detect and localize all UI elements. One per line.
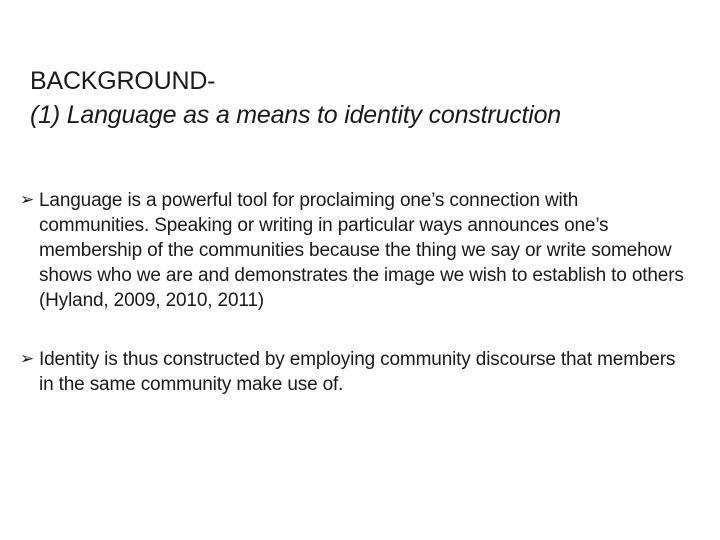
slide-title: BACKGROUND- [30,67,216,95]
slide-subtitle: (1) Language as a means to identity construction [30,101,562,129]
bullet-item [20,347,690,397]
bullet-text: Identity is thus constructed by employing community discourse that members in the same community make use of. [39,349,676,395]
bullet-text: Language is a powerful tool for proclaiming one’s connection with communities. Speaking or writing in particular ways announces one’s membership of the communities because the thing we say or write somehow shows who we are and demonstrates the image we wish to establish to others (Hyland, 2009, 2010, 2011) [39,190,684,311]
bullet-item [20,188,690,313]
arrow-bullet-icon: ➢ [20,349,35,369]
arrow-bullet-icon: ➢ [20,190,35,210]
bullet-list [20,188,690,397]
title-block [30,64,700,132]
